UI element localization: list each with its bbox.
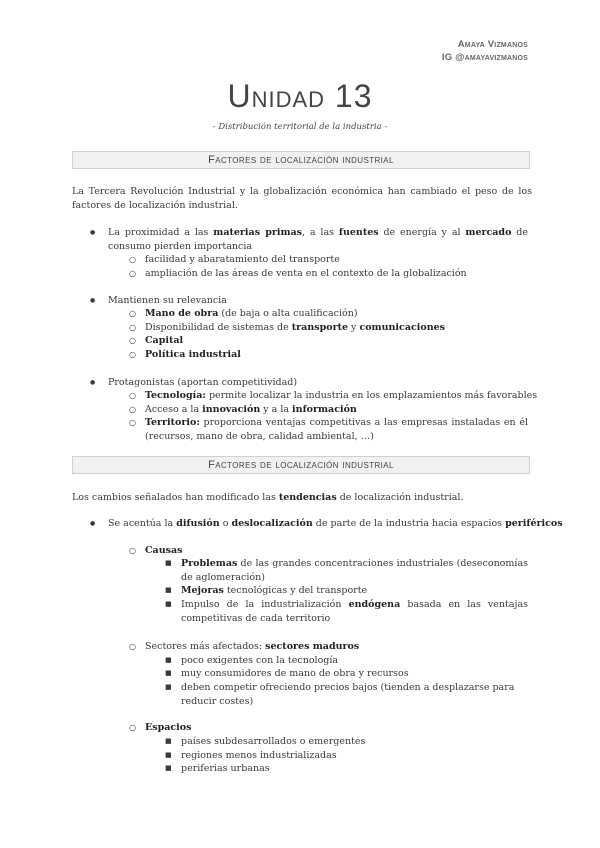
espacio-item: ■ regiones menos industrializadas [181, 749, 337, 763]
author-name: Amaya Vizmanos [457, 39, 528, 50]
bullet-difusion: ● Se acentúa la difusión o deslocalización de parte de la industria hacia espacios periféricos [108, 517, 563, 531]
sub-item: ○ Mano de obra (de baja o alta cualificación) [145, 307, 358, 321]
bullet-proximidad: ● La proximidad a las materias primas, a las fuentes de energía y al mercado de consumo pierden importancia [108, 226, 528, 253]
sub-item: ○ facilidad y abaratamiento del transporte [145, 253, 340, 267]
section2-intro: Los cambios señalados han modificado las tendencias de localización industrial. [72, 492, 464, 503]
espacios-heading: ○ Espacios [145, 721, 191, 735]
section-banner-1: Factores de localización industrial [72, 151, 530, 169]
sectores-heading: ○ Sectores más afectados: sectores maduros [145, 640, 359, 654]
page-title: Unidad 13 [227, 78, 373, 114]
page-subtitle: - Distribución territorial de la industria - [212, 122, 388, 132]
sub-item: ○ Tecnología: permite localizar la industria en los emplazamientos más favorables [145, 389, 537, 403]
causa-item: ■ Problemas de las grandes concentraciones industriales (deseconomías de aglomeración) [181, 557, 528, 584]
sub-item: ○ Disponibilidad de sistemas de transporte y comunicaciones [145, 321, 445, 335]
section-banner-2: Factores de localización industrial [72, 456, 530, 474]
sector-item: ■ deben competir ofreciendo precios bajos (tienden a desplazarse para reducir costes) [181, 681, 528, 708]
author-instagram: IG @amayavizmanos [441, 52, 528, 63]
bullet-relevancia: ● Mantienen su relevancia [108, 294, 227, 308]
bullet-protagonistas: ● Protagonistas (aportan competitividad) [108, 376, 297, 390]
causas-heading: ○ Causas [145, 544, 182, 558]
espacio-item: ■ países subdesarrollados o emergentes [181, 735, 365, 749]
causa-item: ■ Impulso de la industrialización endógena basada en las ventajas competitivas de cada territorio [181, 598, 528, 625]
sector-item: ■ poco exigentes con la tecnología [181, 654, 338, 668]
espacio-item: ■ periferias urbanas [181, 762, 270, 776]
sub-item: ○ Capital [145, 334, 183, 348]
section1-intro: La Tercera Revolución Industrial y la globalización económica han cambiado el peso de los factores de localización industrial. [72, 186, 532, 211]
sub-item: ○ Acceso a la innovación y a la información [145, 403, 357, 417]
sub-item: ○ ampliación de las áreas de venta en el contexto de la globalización [145, 267, 467, 281]
causa-item: ■ Mejoras tecnológicas y del transporte [181, 584, 367, 598]
sector-item: ■ muy consumidores de mano de obra y recursos [181, 667, 409, 681]
sub-item: ○ Territorio: proporciona ventajas competitivas a las empresas instaladas en él (recursos, mano de obra, calidad ambiental, …) [145, 416, 528, 443]
sub-item: ○ Política industrial [145, 348, 241, 362]
